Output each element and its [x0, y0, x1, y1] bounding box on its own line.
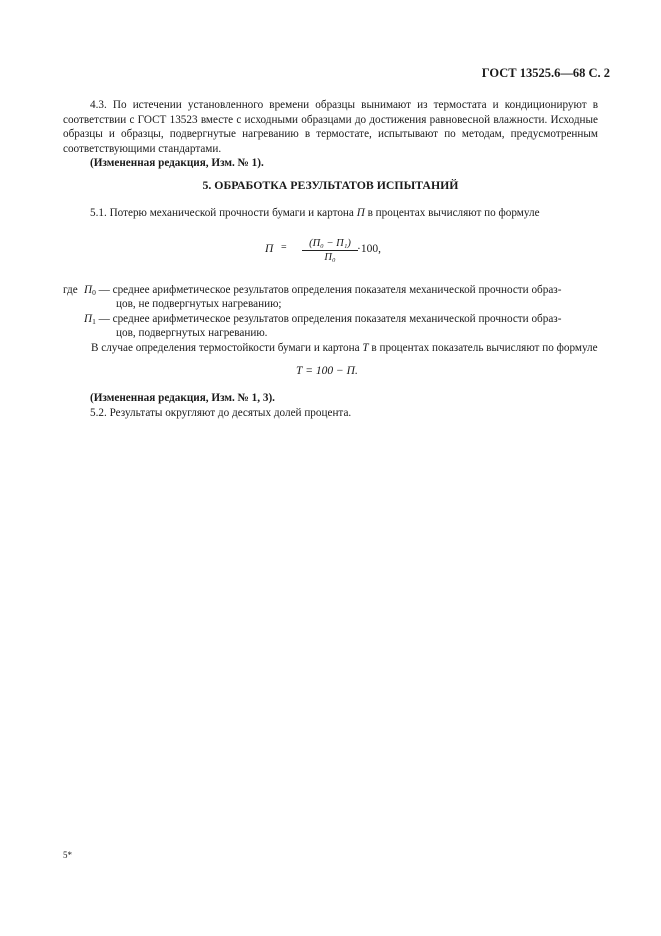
formula-1-numerator: (П₀ − П₁) [302, 238, 358, 251]
paragraph-5-1-text-a: 5.1. Потерю механической прочности бумаги и картона [90, 207, 357, 219]
paragraph-thermo-text-a: В случае определения термостойкости бумаги и картона [91, 342, 363, 354]
definition-p1-line1: — среднее арифметическое результатов определения показателя механической прочности образ- [95, 313, 562, 325]
amendment-note-1-3: (Измененная редакция, Изм. № 1, 3). [90, 392, 275, 404]
definition-p1-sub: 1 [92, 317, 96, 326]
amendment-note-1: (Измененная редакция, Изм. № 1). [90, 157, 264, 169]
formula-1-equals: = [281, 242, 287, 253]
definition-p0-line1: — среднее арифметическое результатов определения показателя механической прочности образ- [95, 284, 562, 296]
definition-p1-line2: цов, подвергнутых нагреванию. [116, 327, 268, 339]
paragraph-thermo [63, 341, 598, 356]
paragraph-5-1-text-b: в процентах вычисляют по формуле [364, 207, 540, 219]
section-5-title: 5. ОБРАБОТКА РЕЗУЛЬТАТОВ ИСПЫТАНИЙ [202, 178, 459, 192]
paragraph-4-3: 4.3. По истечении установленного времени образцы вынимают из термостата и кондиционируют в соответствии с ГОСТ 13523 вместе с исходными образцами до достижения равновесной влажности. Исходные образцы и образцы, подвергнутые нагреванию в термостате, испытывают по методам, предусмотренным соответствующими стандартами. [63, 99, 598, 155]
definition-p0-sub: 0 [92, 288, 96, 297]
formula-1-denominator: П₀ [324, 252, 336, 263]
symbol-p: П [356, 207, 365, 219]
where-label: где [63, 284, 78, 296]
formula-2: Т = 100 − П. [296, 365, 358, 377]
symbol-t: Т [362, 342, 369, 354]
definition-p0-line2: цов, не подвергнутых нагреванию; [116, 298, 282, 310]
definition-p1-symbol: П [84, 313, 93, 325]
formula-1-tail: ·100, [357, 243, 381, 255]
paragraph-thermo-text-b: в процентах показатель вычисляют по формуле [368, 342, 598, 354]
paragraph-5-1 [63, 206, 598, 221]
paragraph-5-2: 5.2. Результаты округляют до десятых долей процента. [90, 407, 352, 419]
page-header: ГОСТ 13525.6—68 С. 2 [481, 66, 610, 80]
definition-p0-symbol: П [84, 284, 93, 296]
page-footnote-mark: 5* [63, 850, 72, 860]
formula-1-fraction [302, 238, 358, 263]
formula-1-lhs: П [265, 243, 274, 255]
